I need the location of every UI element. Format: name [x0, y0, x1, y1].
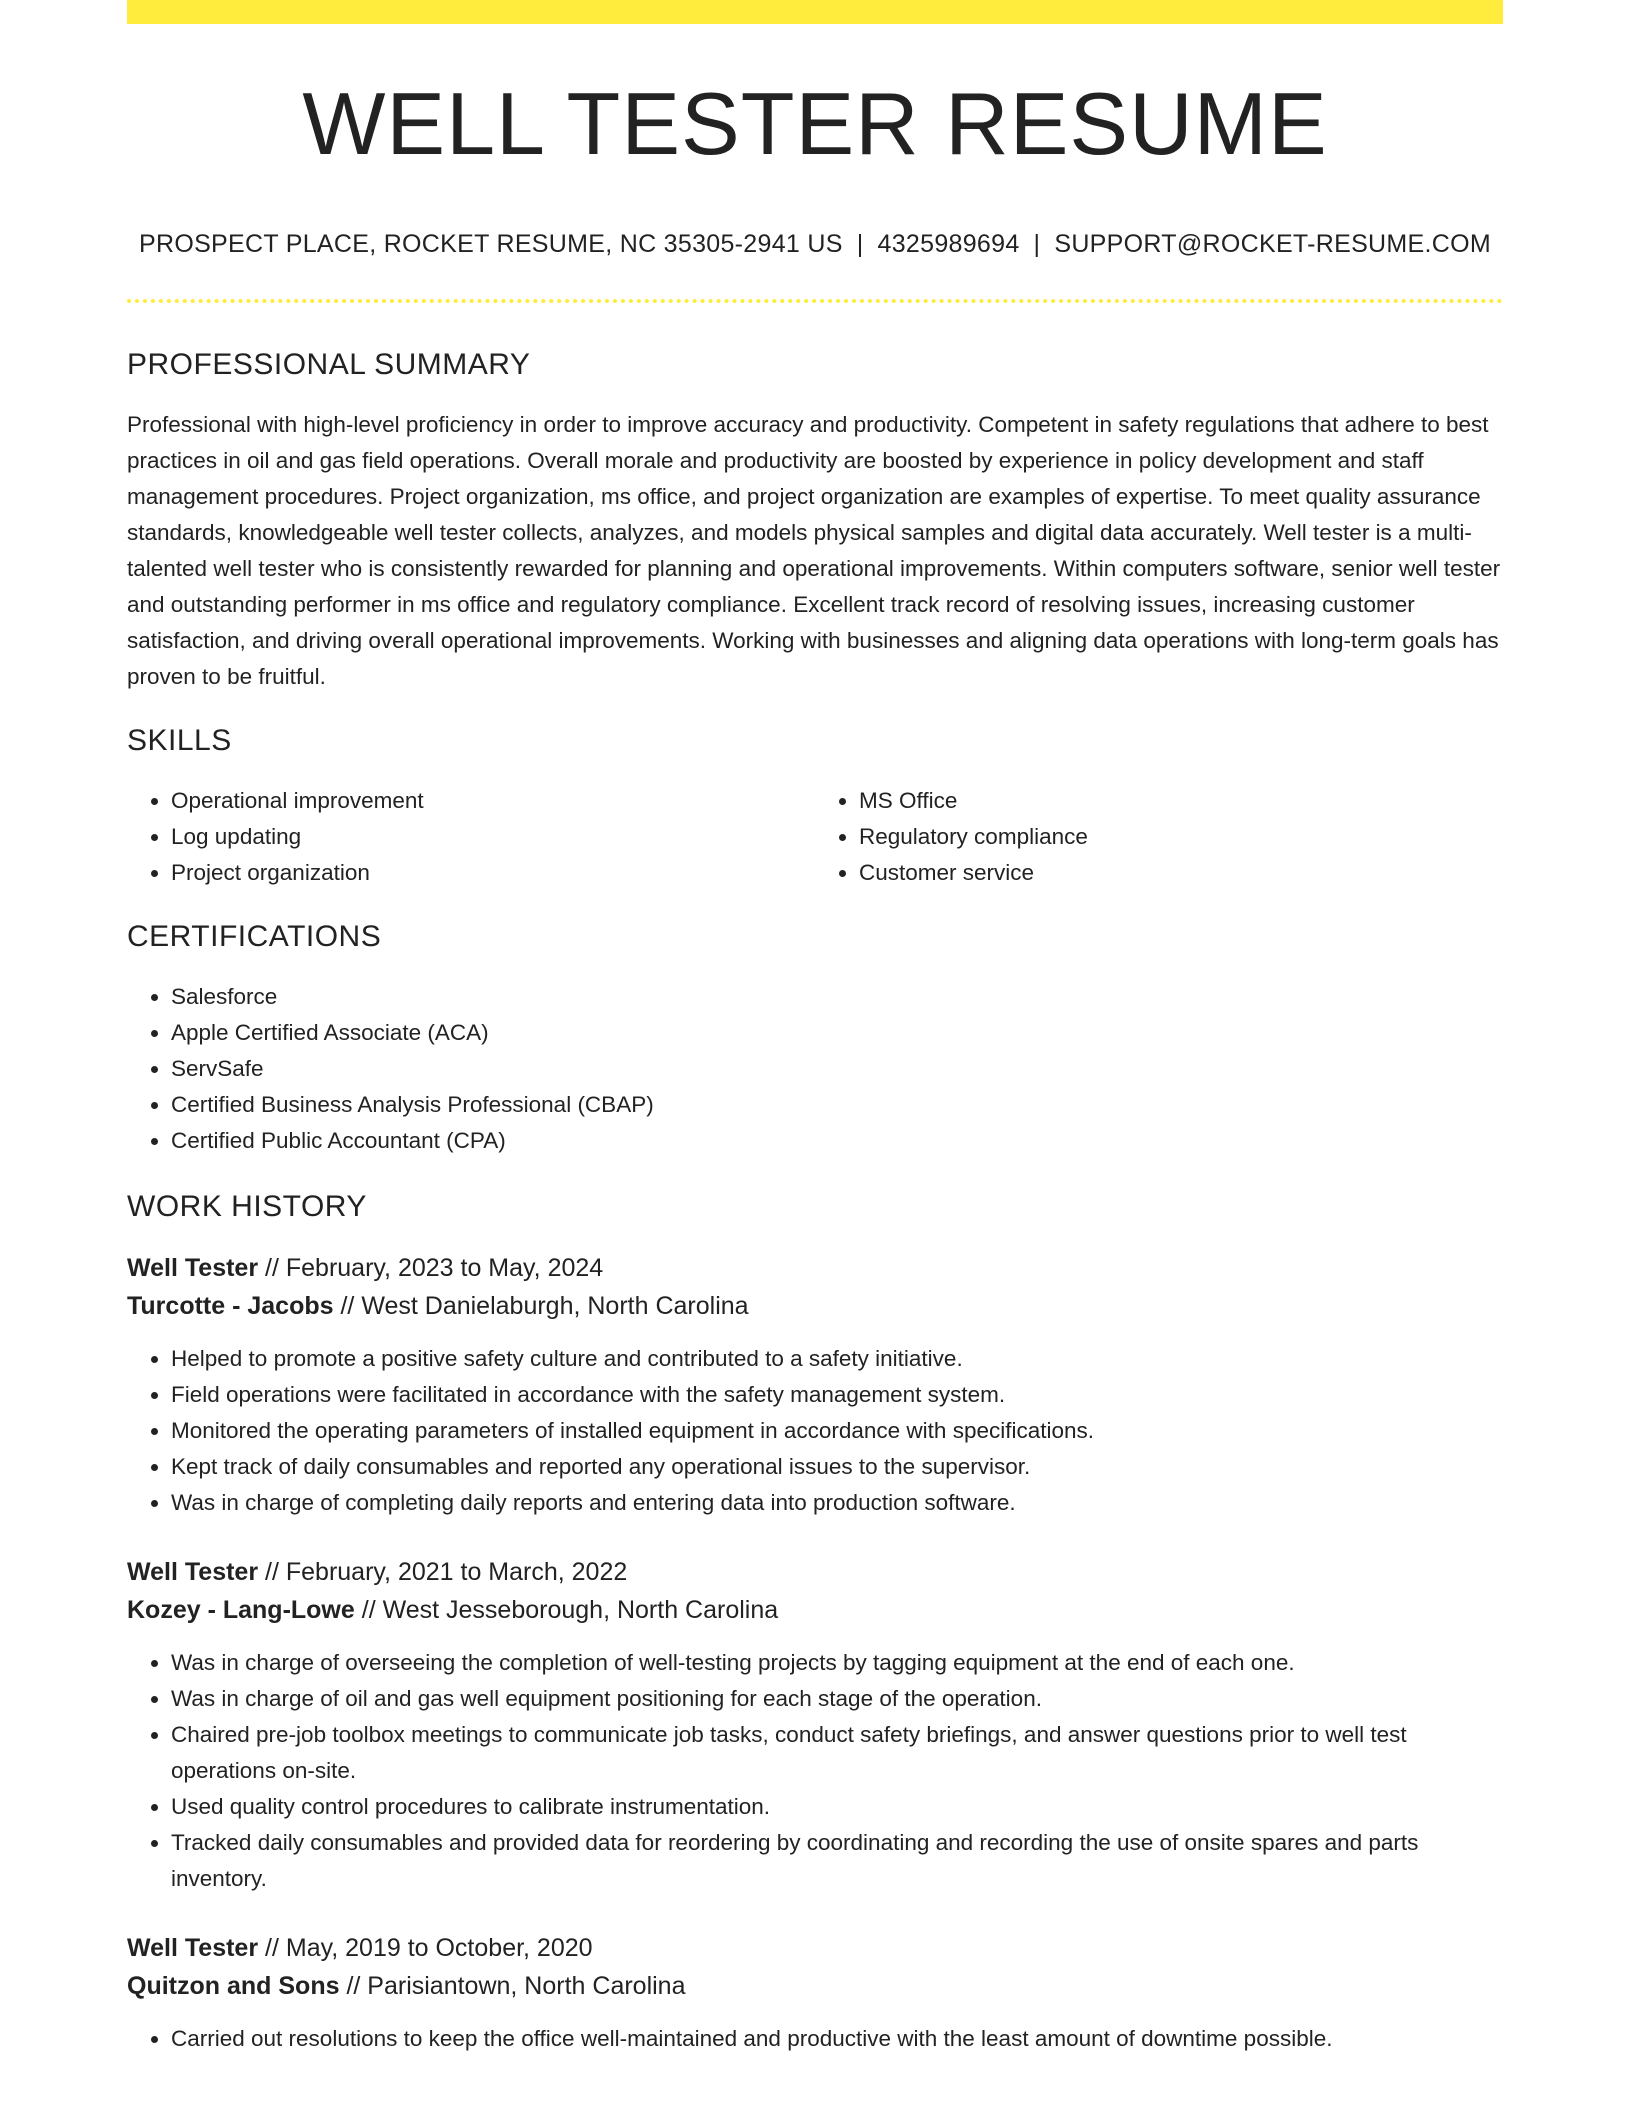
job-duties	[127, 2021, 1503, 2057]
job-company-line	[127, 1591, 1503, 1629]
contact-email[interactable]: SUPPORT@ROCKET-RESUME.COM	[1054, 230, 1491, 258]
job-entry	[127, 1249, 1503, 1521]
job-duty-item: • Tracked daily consumables and provided data for reordering by coordinating and recording the use of onsite spares and parts inventory.	[171, 1825, 1503, 1897]
skill-item: • Customer service	[859, 855, 1503, 891]
job-duty-item: • Helped to promote a positive safety culture and contributed to a safety initiative.	[171, 1341, 1503, 1377]
skills-column-left	[127, 783, 815, 891]
skill-item: • Regulatory compliance	[859, 819, 1503, 855]
job-dates: // February, 2021 to March, 2022	[265, 1558, 628, 1586]
job-role: Well Tester	[127, 1254, 259, 1282]
resume-title: WELL TESTER RESUME	[302, 74, 1328, 173]
contact-separator: |	[1033, 230, 1041, 258]
job-dates: // February, 2023 to May, 2024	[265, 1254, 604, 1282]
certification-item: • Apple Certified Associate (ACA)	[171, 1015, 1503, 1051]
contact-line	[127, 230, 1503, 259]
certification-item: • Certified Public Accountant (CPA)	[171, 1123, 1503, 1159]
skills-list	[127, 783, 1503, 891]
job-role-line	[127, 1249, 1503, 1287]
certifications-heading: CERTIFICATIONS	[127, 920, 382, 953]
certification-item: • ServSafe	[171, 1051, 1503, 1087]
certification-item: • Certified Business Analysis Professional (CBAP)	[171, 1087, 1503, 1123]
job-duty-item: • Kept track of daily consumables and reported any operational issues to the supervisor.	[171, 1449, 1503, 1485]
skill-item: • Project organization	[171, 855, 815, 891]
job-duty-item: • Field operations were facilitated in accordance with the safety management system.	[171, 1377, 1503, 1413]
job-duty-item: • Chaired pre-job toolbox meetings to communicate job tasks, conduct safety briefings, and answer questions prior to well test operations on-site.	[171, 1717, 1503, 1789]
resume-page	[127, 0, 1503, 2057]
job-role-line	[127, 1553, 1503, 1591]
job-entry	[127, 1553, 1503, 1897]
job-duty-item: • Was in charge of completing daily reports and entering data into production software.	[171, 1485, 1503, 1521]
contact-separator: |	[856, 230, 864, 258]
job-role-line	[127, 1929, 1503, 1967]
job-location: // West Jesseborough, North Carolina	[361, 1596, 779, 1624]
job-duty-item: • Carried out resolutions to keep the office well-maintained and productive with the least amount of downtime possible.	[171, 2021, 1503, 2057]
dotted-divider	[127, 299, 1503, 303]
skill-item: • Operational improvement	[171, 783, 815, 819]
summary-heading: PROFESSIONAL SUMMARY	[127, 348, 531, 381]
contact-address: PROSPECT PLACE, ROCKET RESUME, NC 35305-2941 US	[139, 230, 843, 258]
job-duty-item: • Was in charge of oil and gas well equipment positioning for each stage of the operation.	[171, 1681, 1503, 1717]
job-duties	[127, 1645, 1503, 1897]
job-company: Quitzon and Sons	[127, 1972, 340, 2000]
job-duty-item: • Was in charge of overseeing the completion of well-testing projects by tagging equipment at the end of each one.	[171, 1645, 1503, 1681]
job-entry	[127, 1929, 1503, 2057]
job-dates: // May, 2019 to October, 2020	[265, 1934, 593, 1962]
job-company-line	[127, 1967, 1503, 2005]
job-company-line	[127, 1287, 1503, 1325]
skills-heading: SKILLS	[127, 724, 232, 757]
job-role: Well Tester	[127, 1558, 259, 1586]
job-duty-item: • Used quality control procedures to calibrate instrumentation.	[171, 1789, 1503, 1825]
skill-item: • MS Office	[859, 783, 1503, 819]
skills-column-right	[815, 783, 1503, 891]
accent-bar	[127, 0, 1503, 24]
job-location: // Parisiantown, North Carolina	[346, 1972, 686, 2000]
job-role: Well Tester	[127, 1934, 259, 1962]
certifications-list	[127, 979, 1503, 1159]
summary-text: Professional with high-level proficiency in order to improve accuracy and productivity. Competent in safety regulations that adhere to best practices in oil and gas field operations. Overall morale and productivity are boosted by experience in policy development and staff management procedures. Project organization, ms office, and project organization are examples of expertise. To meet quality assurance standards, knowledgeable well tester collects, analyzes, and models physical samples and digital data accurately. Well tester is a multi-talented well tester who is consistently rewarded for planning and operational improvements. Within computers software, senior well tester and outstanding performer in ms office and regulatory compliance. Excellent track record of resolving issues, increasing customer satisfaction, and driving overall operational improvements. Working with businesses and aligning data operations with long-term goals has proven to be fruitful.	[127, 412, 1501, 689]
skill-item: • Log updating	[171, 819, 815, 855]
job-location: // West Danielaburgh, North Carolina	[340, 1292, 749, 1320]
job-duties	[127, 1341, 1503, 1521]
contact-phone: 4325989694	[877, 230, 1020, 258]
job-company: Turcotte - Jacobs	[127, 1292, 334, 1320]
job-duty-item: • Monitored the operating parameters of installed equipment in accordance with specifications.	[171, 1413, 1503, 1449]
certification-item: • Salesforce	[171, 979, 1503, 1015]
job-company: Kozey - Lang-Lowe	[127, 1596, 355, 1624]
work-history-heading: WORK HISTORY	[127, 1190, 367, 1223]
